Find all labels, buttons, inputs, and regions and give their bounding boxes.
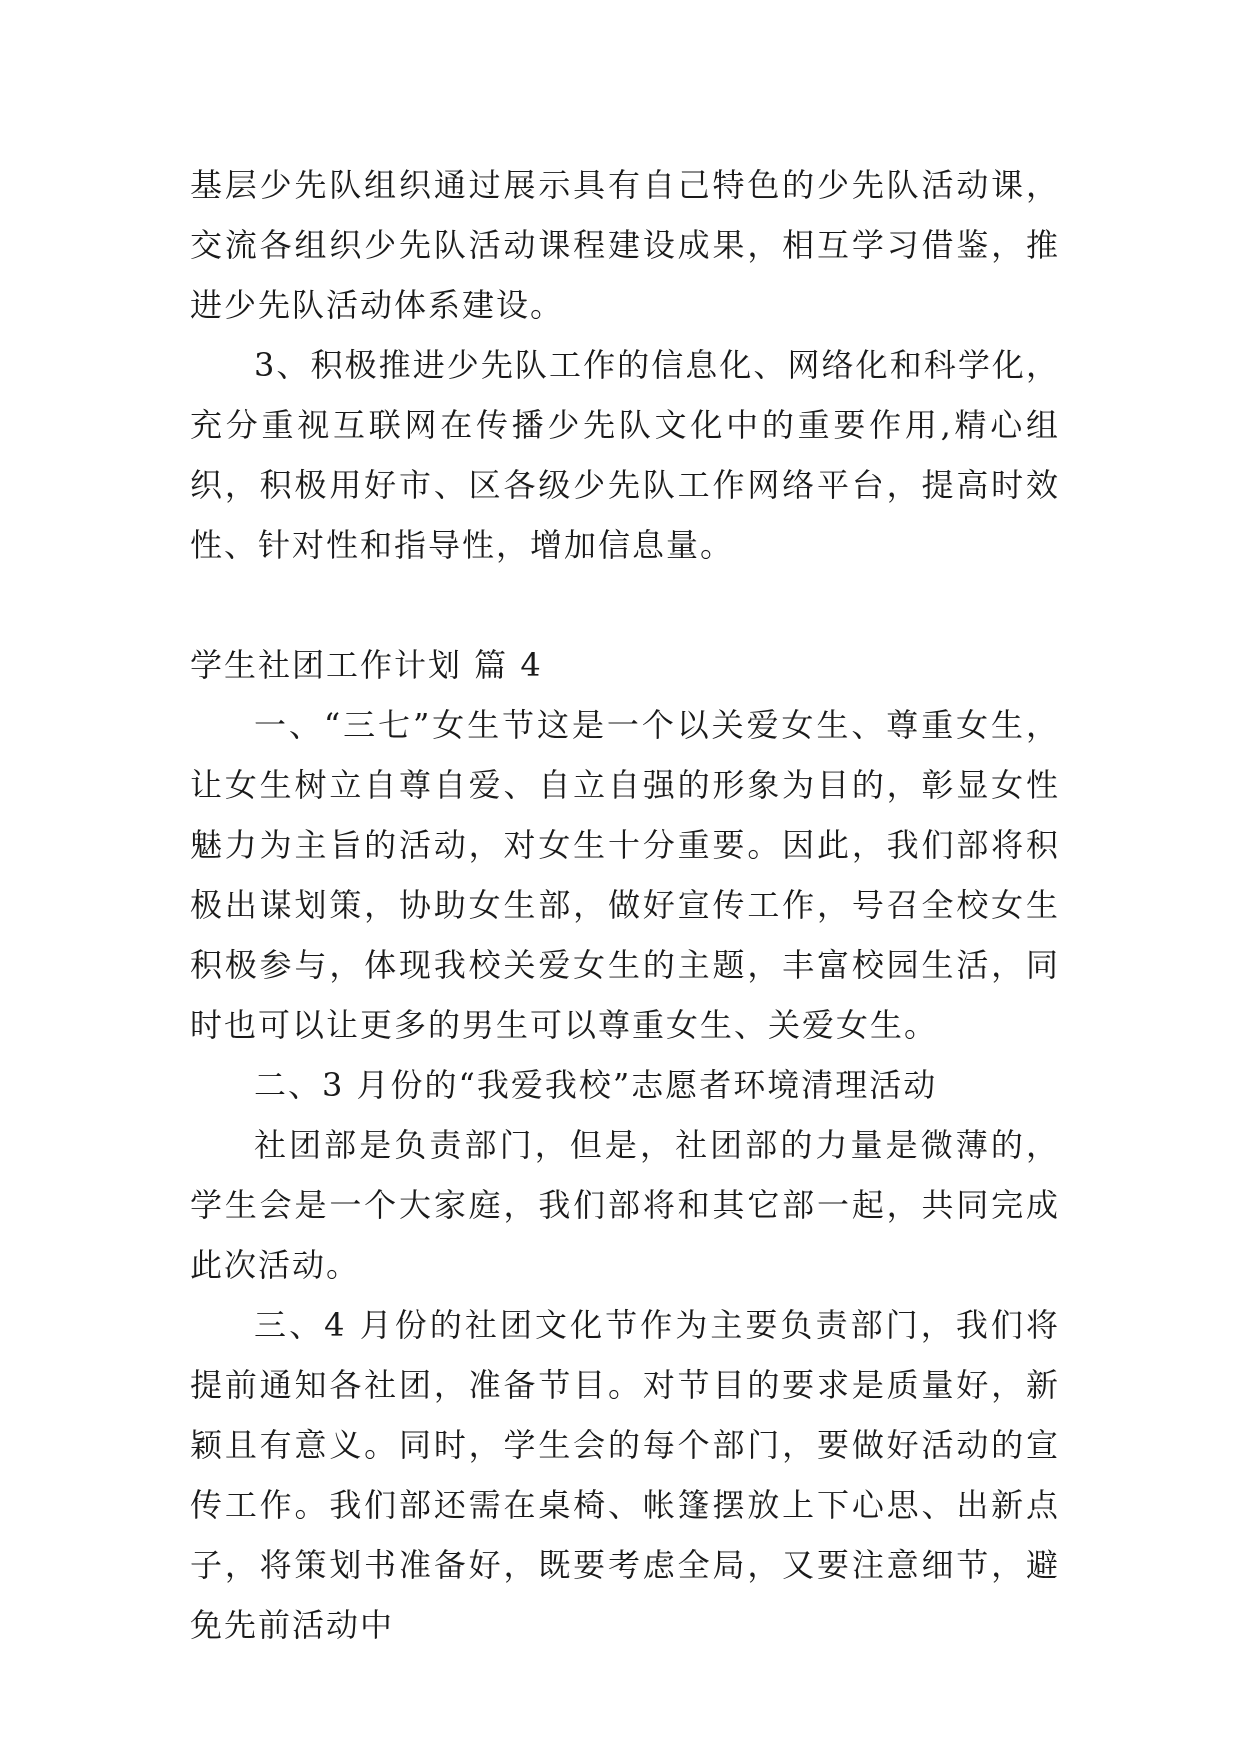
paragraph-item-2-title: 二、3 月份的“我爱我校”志愿者环境清理活动	[254, 1066, 938, 1104]
paragraph-item-1: 一、“三七”女生节这是一个以关爱女生、尊重女生，让女生树立自尊自爱、自立自强的形象为目的，彰显女性魅力为主旨的活动，对女生十分重要。因此，我们部将积极出谋划策，协助女生部，做好宣传工作，号召全校女生积极参与，体现我校关爱女生的主题，丰富校园生活，同时也可以让更多的男生可以尊重女生、关爱女生。	[190, 706, 1060, 1044]
paragraph-item-3: 3、积极推进少先队工作的信息化、网络化和科学化，充分重视互联网在传播少先队文化中的重要作用,精心组织，积极用好市、区各级少先队工作网络平台，提高时效性、针对性和指导性，增加信息量。	[190, 346, 1060, 564]
paragraph-item-3-body: 三、4 月份的社团文化节作为主要负责部门，我们将提前通知各社团，准备节目。对节目的要求是质量好，新颖且有意义。同时，学生会的每个部门，要做好活动的宣传工作。我们部还需在桌椅、帐篷摆放上下心思、出新点子，将策划书准备好，既要考虑全局，又要注意细节，避免先前活动中	[190, 1306, 1060, 1644]
paragraph-item-2-body: 社团部是负责部门，但是，社团部的力量是微薄的，学生会是一个大家庭，我们部将和其它部一起，共同完成此次活动。	[190, 1126, 1060, 1284]
document-body	[190, 155, 1060, 1655]
paragraph-continuation: 基层少先队组织通过展示具有自己特色的少先队活动课，交流各组织少先队活动课程建设成果，相互学习借鉴，推进少先队活动体系建设。	[190, 166, 1060, 324]
section-heading: 学生社团工作计划 篇 4	[190, 646, 543, 684]
